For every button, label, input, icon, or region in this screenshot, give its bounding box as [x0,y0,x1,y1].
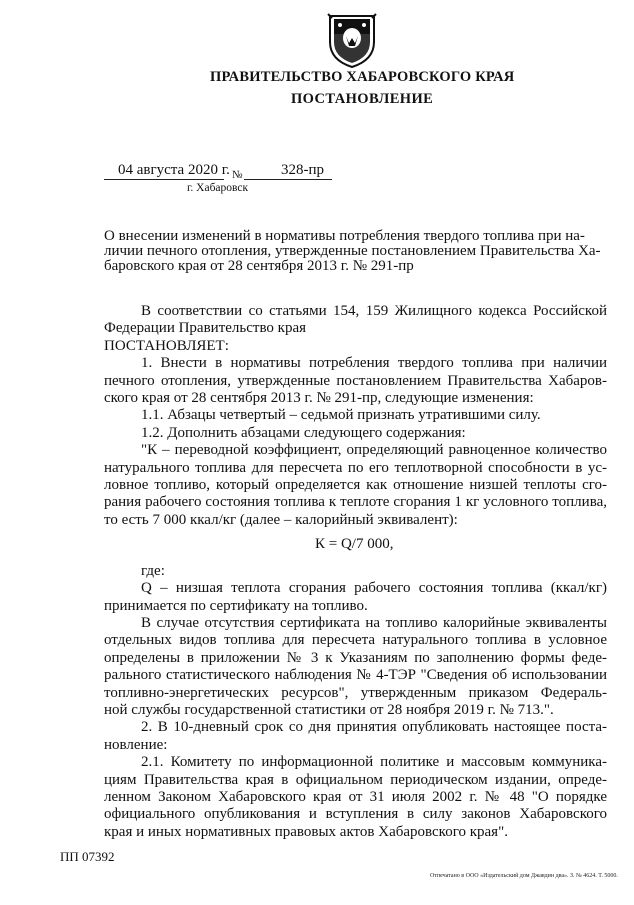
body-line: ловное топливо, который определяется как отношение низшей теплоты сго- [104,477,607,494]
body-line: натурального топлива для пересчета по его теплотворной способности в ус- [104,459,607,476]
body-line: края и иных нормативных правовых актов Хабаровского края". [104,823,508,840]
document-body [104,303,607,841]
coat-of-arms-emblem [322,10,382,70]
body-line: где: [141,562,165,579]
number-sign: № [232,169,243,181]
body-line: отдельных видов топлива для пересчета натурального топлива в условное [104,632,607,649]
document-date: 04 августа 2020 г. [118,162,230,178]
document-city: г. Хабаровск [187,182,249,194]
body-line: принимается по сертификату на топливо. [104,597,368,614]
body-line: 1.2. Дополнить абзацами следующего содержания: [141,424,466,441]
body-line: новление: [104,736,168,753]
body-line: 1. Внести в нормативы потребления твердого топлива при наличии [141,355,607,372]
body-line: 1.1. Абзацы четвертый – седьмой признать утратившими силу. [141,407,541,424]
formula: К = Q/7 000, [315,536,394,553]
date-underline [104,179,224,180]
body-line: ной службы государственной статистики от 28 ноября 2019 г. № 713.". [104,701,554,718]
body-line: определены в приложении № 3 к Указаниям по заполнению формы феде- [104,649,607,666]
document-number: 328-пр [281,162,325,178]
body-line: то есть 7 000 ккал/кг (далее – калорийный эквивалент): [104,511,458,528]
body-line: ского края от 28 сентября 2013 г. № 291-пр, следующие изменения: [104,390,534,407]
body-line: рания рабочего состояния топлива к теплоте сгорания 1 кг условного топлива, [104,494,607,511]
body-line: В соответствии со статьями 154, 159 Жилищного кодекса Российской [141,303,607,319]
subject-line: личии печного отопления, утвержденные постановлением Правительства Ха- [104,243,601,259]
body-line: Федерации Правительство края [104,320,307,337]
document-type: ПОСТАНОВЛЕНИЕ [291,91,434,107]
body-line: циям Правительства края в официальном периодическом издании, опреде- [104,771,607,788]
document-code: ПП 07392 [60,849,115,864]
body-line: 2.1. Комитету по информационной политике и массовым коммуника- [141,754,607,771]
printer-imprint: Отпечатано в ООО «Издательский дом Джавдин два». З. № 4624. Т. 5000. [430,873,618,879]
body-line: официального опубликования и вступления в силу законов Хабаровского [104,806,607,823]
body-line: Q – низшая теплота сгорания рабочего состояния топлива (ккал/кг) [141,580,607,597]
body-line: топливно-энергетических ресурсов", утвержденным приказом Федераль- [104,684,607,701]
government-title: ПРАВИТЕЛЬСТВО ХАБАРОВСКОГО КРАЯ [210,69,515,85]
body-line: "К – переводной коэффициент, определяющий равноценное количество [141,442,607,459]
body-line: В случае отсутствия сертификата на топливо калорийные эквиваленты [141,614,607,631]
decree-word: ПОСТАНОВЛЯЕТ: [104,337,229,354]
number-underline [244,179,332,180]
subject-line: О внесении изменений в нормативы потребления твердого топлива при на- [104,228,585,244]
subject-line: баровского края от 28 сентября 2013 г. № 291-пр [104,258,414,274]
body-line: ленном Законом Хабаровского края от 31 июля 2002 г. № 48 "О порядке [104,788,607,805]
body-line: печного отопления, утвержденные постановлением Правительства Хабаров- [104,372,607,389]
body-line: 2. В 10-дневный срок со дня принятия опубликовать настоящее поста- [141,719,607,736]
body-line: рального статистического наблюдения № 4-ТЭР "Сведения об использовании [104,667,607,684]
document-subject [104,229,607,274]
